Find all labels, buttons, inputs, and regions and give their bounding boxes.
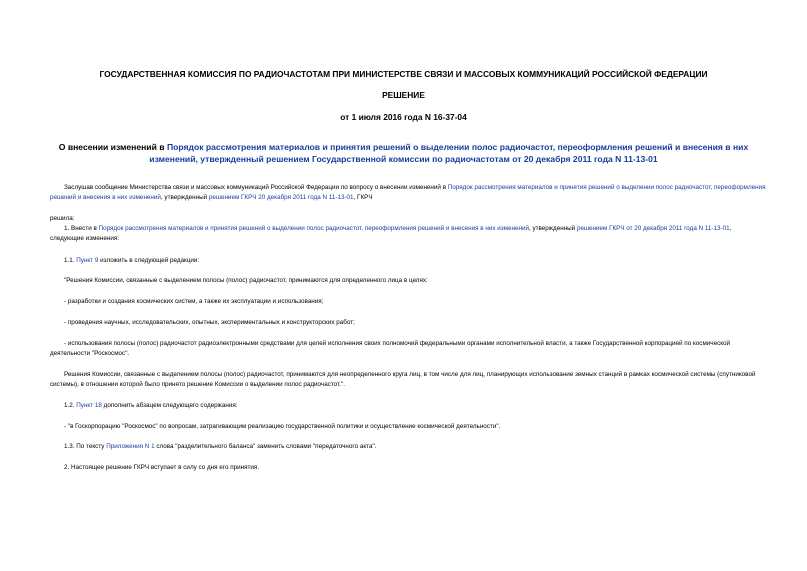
- item-1-paragraph: [50, 224, 767, 244]
- bullet-federal-bodies: - использования полосы (полос) радиочастот радиоэлектронными средствами для целей исполнения своих полномочий федеральными органами исполнительной власти, а также Государственной корпорацией по космической деятельности "Роскосмос".: [50, 340, 731, 357]
- item-1-1-text-2: изложить в следующей редакции:: [98, 257, 200, 264]
- document-title: [40, 141, 767, 165]
- item-1-procedure-link[interactable]: Порядок рассмотрения материалов и принятия решений о выделении полос радиочастот, переоформления решений и внесения в них изменений: [98, 225, 529, 232]
- bullet-research-works: - проведения научных, исследовательских, опытных, экспериментальных и конструкторских работ;: [64, 319, 355, 326]
- item-1-1-point-link[interactable]: Пункт 9: [76, 257, 99, 264]
- quote-end-paragraph: Решения Комиссии, связанные с выделением полосы (полос) радиочастот, принимаются для неопределенного круга лиц, в том числе для лиц, планирующих использование земных станций в рамках космической системы (спутниковой системы), в отношении которой было принято решение Комиссии о выделении полос радиочастот.".: [50, 371, 756, 388]
- preamble-text-3: , ГКРЧ: [353, 193, 373, 201]
- item-1-2-text: - "в Госкорпорацию "Роскосмос" по вопросам, затрагивающим реализацию государственной политики и осуществление космической деятельности".: [64, 423, 501, 430]
- item-1-3-appendix-link[interactable]: Приложения N 1: [106, 443, 155, 450]
- preamble-decision-link[interactable]: решением ГКРЧ 20 декабря 2011 года N 11-13-01: [208, 193, 354, 201]
- item-1-text-3: , следующие изменения:: [50, 225, 732, 242]
- document-type: РЕШЕНИЕ: [382, 90, 425, 100]
- title-prefix: О внесении изменений в: [58, 142, 167, 152]
- item-1-text-2: , утвержденный: [529, 225, 577, 232]
- title-procedure-link[interactable]: Порядок рассмотрения материалов и принятия решений о выделении полос радиочастот, переоформления решений и внесения в них изменений: [149, 142, 749, 164]
- title-suffix: , утвержденный решением Государственной комиссии по радиочастотам от 20 декабря 2011 года N 11-13-01: [195, 154, 658, 164]
- quote-intro: "Решения Комиссии, связанные с выделением полосы (полос) радиочастот, принимаются для определенного лица в целях:: [64, 277, 428, 284]
- commission-header: ГОСУДАРСТВЕННАЯ КОМИССИЯ ПО РАДИОЧАСТОТАМ ПРИ МИНИСТЕРСТВЕ СВЯЗИ И МАССОВЫХ КОММУНИКАЦИЙ РОССИЙСКОЙ ФЕДЕРАЦИИ: [99, 69, 708, 79]
- document-date-number: от 1 июля 2016 года N 16-37-04: [340, 112, 467, 122]
- item-1-2-text-1: 1.2.: [64, 402, 77, 409]
- item-1-1-text-1: 1.1.: [64, 257, 77, 264]
- item-1-2-point-link[interactable]: Пункт 18: [76, 402, 102, 409]
- preamble-paragraph: [50, 183, 767, 203]
- item-1-1-paragraph: [64, 256, 767, 266]
- item-1-text-1: 1. Внести в: [64, 225, 99, 232]
- item-1-3-text-1: 1.3. По тексту: [64, 443, 107, 450]
- item-1-2-text-2: дополнить абзацем следующего содержания:: [101, 402, 238, 409]
- item-1-2-paragraph: [64, 401, 767, 411]
- item-1-3-text-2: слова "разделительного баланса" заменить словами "передаточного акта".: [154, 443, 377, 450]
- item-2-paragraph: 2. Настоящее решение ГКРЧ вступает в силу со дня его принятия.: [64, 464, 260, 471]
- preamble-text-1: Заслушав сообщение Министерства связи и массовых коммуникаций Российской Федерации по вопросу о внесении изменений в: [64, 184, 448, 191]
- preamble-text-2: , утвержденный: [160, 193, 209, 201]
- item-1-3-paragraph: [64, 442, 767, 452]
- preamble-procedure-link[interactable]: Порядок рассмотрения материалов и принятия решений о выделении полос радиочастот, переоформления решений и внесения в них изменений: [50, 184, 766, 201]
- decided-label: решила:: [50, 215, 75, 222]
- item-1-decision-link[interactable]: решением ГКРЧ от 20 декабря 2011 года N 11-13-01: [576, 225, 730, 232]
- bullet-space-systems: - разработки и создания космических систем, а также их эксплуатации и использования;: [64, 298, 324, 305]
